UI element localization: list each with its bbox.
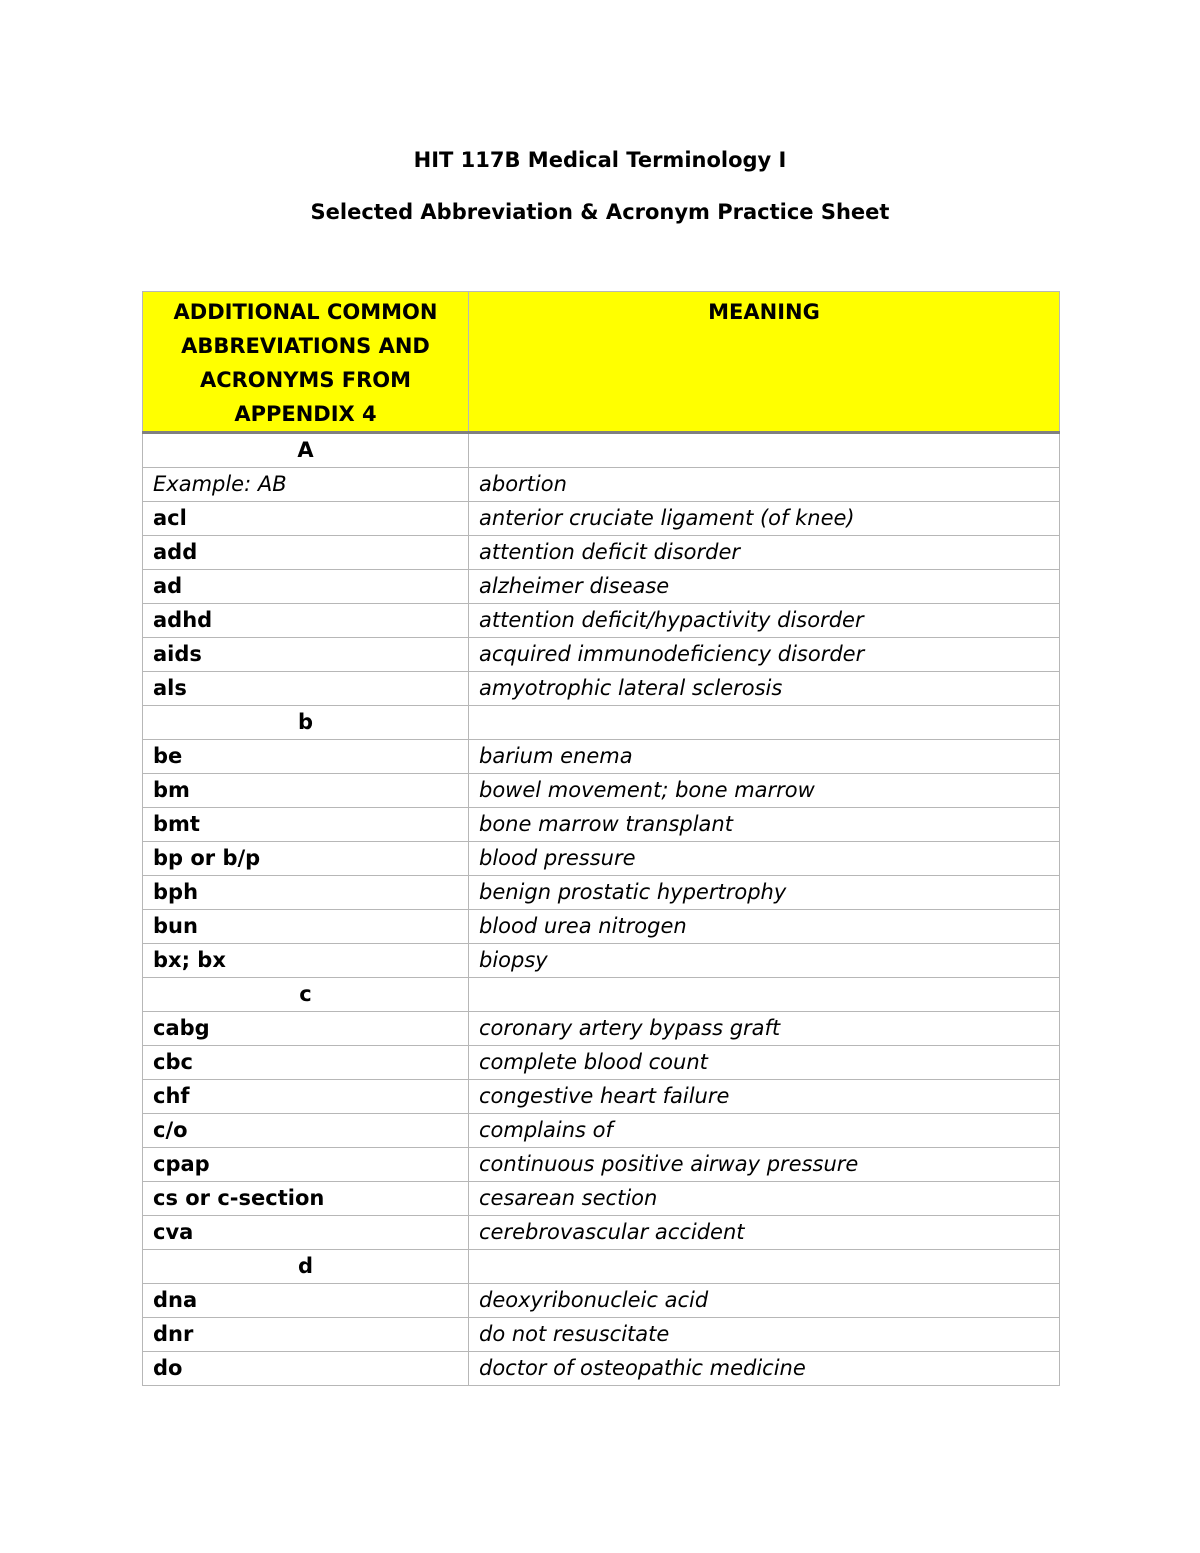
abbreviation-cell: als [143, 672, 469, 706]
abbreviation-cell: do [143, 1352, 469, 1386]
abbreviation-cell: be [143, 740, 469, 774]
meaning-cell: deoxyribonucleic acid [469, 1284, 1060, 1318]
table-row [143, 502, 1060, 536]
table-row [143, 774, 1060, 808]
meaning-cell: cerebrovascular accident [469, 1216, 1060, 1250]
abbreviation-cell: bun [143, 910, 469, 944]
table-row [143, 1012, 1060, 1046]
table-body [143, 433, 1060, 1386]
abbreviation-table [142, 291, 1060, 1386]
meaning-cell: congestive heart failure [469, 1080, 1060, 1114]
document-title: HIT 117B Medical Terminology I [413, 148, 787, 172]
section-meaning-blank [469, 433, 1060, 468]
table-row [143, 638, 1060, 672]
section-letter: d [143, 1250, 469, 1284]
table-row [143, 1080, 1060, 1114]
table-row [143, 944, 1060, 978]
section-letter: c [143, 978, 469, 1012]
table-row [143, 672, 1060, 706]
abbreviation-cell: bx; bx [143, 944, 469, 978]
section-letter: b [143, 706, 469, 740]
abbreviation-cell: ad [143, 570, 469, 604]
section-row [143, 433, 1060, 468]
table-row [143, 808, 1060, 842]
table-row [143, 1216, 1060, 1250]
abbreviation-cell: bph [143, 876, 469, 910]
meaning-cell: barium enema [469, 740, 1060, 774]
table-row [143, 1114, 1060, 1148]
table-row [143, 876, 1060, 910]
meaning-cell: coronary artery bypass graft [469, 1012, 1060, 1046]
abbreviation-cell: cs or c-section [143, 1182, 469, 1216]
meaning-cell: biopsy [469, 944, 1060, 978]
meaning-cell: bowel movement; bone marrow [469, 774, 1060, 808]
section-row [143, 706, 1060, 740]
section-meaning-blank [469, 706, 1060, 740]
abbreviation-cell: bp or b/p [143, 842, 469, 876]
table-header [143, 292, 1060, 433]
table-row [143, 1284, 1060, 1318]
abbreviation-cell: add [143, 536, 469, 570]
document-subtitle: Selected Abbreviation & Acronym Practice Sheet [310, 200, 890, 224]
table-row [143, 1318, 1060, 1352]
table-row [143, 1352, 1060, 1386]
table-row [143, 1182, 1060, 1216]
meaning-cell: blood pressure [469, 842, 1060, 876]
meaning-cell: attention deficit disorder [469, 536, 1060, 570]
meaning-cell: do not resuscitate [469, 1318, 1060, 1352]
meaning-cell: anterior cruciate ligament (of knee) [469, 502, 1060, 536]
section-row [143, 1250, 1060, 1284]
table-row [143, 1046, 1060, 1080]
abbreviation-cell: cpap [143, 1148, 469, 1182]
abbreviation-cell: bmt [143, 808, 469, 842]
table-row [143, 468, 1060, 502]
example-term: Example: AB [143, 468, 469, 502]
abbreviation-cell: cbc [143, 1046, 469, 1080]
meaning-cell: doctor of osteopathic medicine [469, 1352, 1060, 1386]
abbreviation-cell: aids [143, 638, 469, 672]
section-letter: A [143, 433, 469, 468]
meaning-cell: amyotrophic lateral sclerosis [469, 672, 1060, 706]
meaning-cell: benign prostatic hypertrophy [469, 876, 1060, 910]
abbreviation-cell: acl [143, 502, 469, 536]
section-row [143, 978, 1060, 1012]
meaning-cell: attention deficit/hypactivity disorder [469, 604, 1060, 638]
table-row [143, 910, 1060, 944]
meaning-cell: cesarean section [469, 1182, 1060, 1216]
table-header-row [143, 292, 1060, 433]
header-meaning: MEANING [469, 292, 1060, 433]
table-row [143, 536, 1060, 570]
abbreviation-cell: c/o [143, 1114, 469, 1148]
table-row [143, 740, 1060, 774]
meaning-cell: abortion [469, 468, 1060, 502]
meaning-cell: acquired immunodeficiency disorder [469, 638, 1060, 672]
abbreviation-cell: cabg [143, 1012, 469, 1046]
abbreviation-cell: dnr [143, 1318, 469, 1352]
meaning-cell: complains of [469, 1114, 1060, 1148]
table-row [143, 570, 1060, 604]
meaning-cell: blood urea nitrogen [469, 910, 1060, 944]
abbreviation-cell: bm [143, 774, 469, 808]
abbreviation-cell: adhd [143, 604, 469, 638]
meaning-cell: bone marrow transplant [469, 808, 1060, 842]
table-row [143, 604, 1060, 638]
section-meaning-blank [469, 978, 1060, 1012]
table-row [143, 842, 1060, 876]
meaning-cell: alzheimer disease [469, 570, 1060, 604]
section-meaning-blank [469, 1250, 1060, 1284]
table-row [143, 1148, 1060, 1182]
abbreviation-cell: dna [143, 1284, 469, 1318]
meaning-cell: complete blood count [469, 1046, 1060, 1080]
header-abbreviations: ADDITIONAL COMMON ABBREVIATIONS AND ACRONYMS FROM APPENDIX 4 [143, 292, 469, 433]
abbreviation-cell: chf [143, 1080, 469, 1114]
abbreviation-cell: cva [143, 1216, 469, 1250]
meaning-cell: continuous positive airway pressure [469, 1148, 1060, 1182]
